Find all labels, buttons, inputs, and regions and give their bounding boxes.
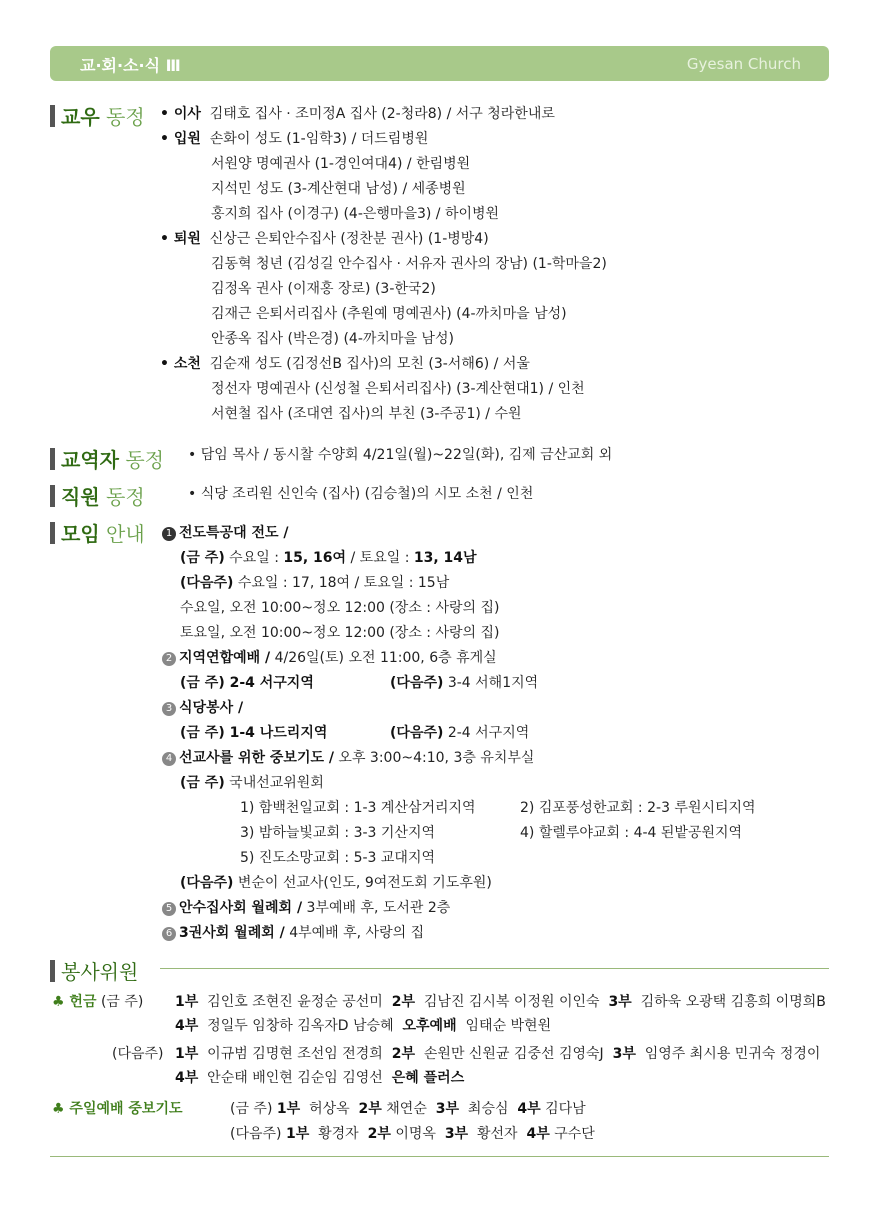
meeting-4-current: (금 주) 국내선교위원회 <box>180 775 324 791</box>
offering-next-row-2: 4부 안순태 배인현 김순임 김영선 은혜 플러스 <box>175 1070 465 1086</box>
members-admit-1: • 입원 손화이 성도 (1-임학3) / 더드림병원 <box>160 131 429 147</box>
section-title: 교우 동정 <box>61 105 145 129</box>
members-discharge-4: 김재근 은퇴서리집사 (추원예 명예권사) (4-까치마을 남성) <box>211 306 567 322</box>
header-title: 교·회·소·식 Ⅲ <box>80 56 181 75</box>
offering-next-row-1: 1부 이규범 김명현 조선임 전경희 2부 손원만 신원균 김중선 김영숙J 3부 임영주 최시용 민귀숙 정경이 <box>175 1046 821 1062</box>
members-death-2: 정선자 명예권사 (신성철 은퇴서리집사) (3-계산현대1) / 인천 <box>211 381 585 397</box>
meeting-4-next: (다음주) 변순이 선교사(인도, 9여전도회 기도후원) <box>180 875 492 891</box>
meeting-1-time-1: 수요일, 오전 10:00~정오 12:00 (장소 : 사랑의 집) <box>180 600 500 616</box>
ministers-text: • 담임 목사 / 동시찰 수양회 4/21일(월)~22일(화), 김제 금산교회 외 <box>188 447 613 463</box>
offering-next-label: (다음주) <box>112 1046 164 1062</box>
staff-text: • 식당 조리원 신인숙 (집사) (김승철)의 시모 소천 / 인천 <box>188 486 534 502</box>
meeting-3-current: (금 주) 1-4 나드리지역 <box>180 725 328 741</box>
meeting-1-title: 1 전도특공대 전도 / <box>162 525 289 542</box>
members-discharge-2: 김동혁 청년 (김성길 안수집사 · 서유자 권사의 장남) (1-학마을2) <box>211 256 607 272</box>
members-admit-2: 서원양 명예권사 (1-경인여대4) / 한림병원 <box>211 156 471 172</box>
church-name: Gyesan Church <box>686 55 801 73</box>
meeting-2-next: (다음주) 3-4 서해1지역 <box>390 675 539 691</box>
members-move: • 이사 김태호 집사 · 조미정A 집사 (2-청라8) / 서구 청라한내로 <box>160 106 555 122</box>
meeting-2-current: (금 주) 2-4 서구지역 <box>180 675 314 691</box>
section-volunteers <box>50 956 138 985</box>
meeting-1-time-2: 토요일, 오전 10:00~정오 12:00 (장소 : 사랑의 집) <box>180 625 500 641</box>
offering-current-row-1: 1부 김인호 조현진 윤정순 공선미 2부 김남진 김시복 이정원 이인숙 3부 김하욱 오광택 김흥희 이명희B <box>175 994 826 1010</box>
section-bar <box>50 105 55 127</box>
meeting-6-title: 6 3권사회 월례회 / 4부예배 후, 사랑의 집 <box>162 925 424 942</box>
section-bar <box>50 522 55 544</box>
prayer-next-row: (다음주) 1부 황경자 2부 이명옥 3부 황선자 4부 구수단 <box>230 1126 595 1142</box>
section-title: 모임 안내 <box>61 522 145 546</box>
section-ministers <box>50 444 164 473</box>
members-discharge-5: 안종옥 집사 (박은경) (4-까치마을 남성) <box>211 331 454 347</box>
footer-divider <box>50 1156 829 1157</box>
meeting-4-church-3: 3) 밤하늘빛교회 : 3-3 기산지역 <box>240 825 435 841</box>
meeting-1-next: (다음주) 수요일 : 17, 18여 / 토요일 : 15남 <box>180 575 450 591</box>
meeting-3-next: (다음주) 2-4 서구지역 <box>390 725 530 741</box>
meeting-4-church-1: 1) 함백천일교회 : 1-3 계산삼거리지역 <box>240 800 476 816</box>
members-death-3: 서현철 집사 (조대연 집사)의 부친 (3-주공1) / 수원 <box>211 406 522 422</box>
page-header <box>50 46 829 81</box>
prayer-label: ♣ 주일예배 중보기도 <box>52 1101 183 1117</box>
members-admit-3: 지석민 성도 (3-계산현대 남성) / 세종병원 <box>211 181 466 197</box>
section-members <box>50 101 145 130</box>
meeting-3-title: 3 식당봉사 / <box>162 700 243 717</box>
section-title: 봉사위원 <box>61 960 139 984</box>
section-bar <box>50 448 55 470</box>
section-meetings <box>50 518 145 547</box>
offering-current-row-2: 4부 정일두 임창하 김옥자D 남승혜 오후예배 임태순 박현원 <box>175 1018 552 1034</box>
meeting-2-title: 2 지역연합예배 / 4/26일(토) 오전 11:00, 6층 휴게실 <box>162 650 497 667</box>
members-discharge-3: 김정옥 권사 (이재홍 장로) (3-한국2) <box>211 281 436 297</box>
meeting-5-title: 5 안수집사회 월례회 / 3부예배 후, 도서관 2층 <box>162 900 450 917</box>
section-staff <box>50 481 145 510</box>
section-bar <box>50 960 55 982</box>
section-title: 직원 동정 <box>61 485 145 509</box>
section-title: 교역자 동정 <box>61 448 164 472</box>
meeting-1-current: (금 주) 수요일 : 15, 16여 / 토요일 : 13, 14남 <box>180 550 477 566</box>
offering-label: ♣ 헌금 (금 주) <box>52 994 144 1010</box>
meeting-4-title: 4 선교사를 위한 중보기도 / 오후 3:00~4:10, 3층 유치부실 <box>162 750 534 767</box>
meeting-4-church-5: 5) 진도소망교회 : 5-3 교대지역 <box>240 850 435 866</box>
meeting-4-church-4: 4) 할렐루야교회 : 4-4 된밭공원지역 <box>520 825 743 841</box>
section-bar <box>50 485 55 507</box>
section-divider <box>160 968 829 969</box>
prayer-current-row: (금 주) 1부 허상옥 2부 채연순 3부 최승심 4부 김다남 <box>230 1101 586 1117</box>
members-discharge-1: • 퇴원 신상근 은퇴안수집사 (정찬분 권사) (1-병방4) <box>160 231 489 247</box>
meeting-4-church-2: 2) 김포풍성한교회 : 2-3 루원시티지역 <box>520 800 756 816</box>
members-death-1: • 소천 김순재 성도 (김정선B 집사)의 모친 (3-서해6) / 서울 <box>160 356 530 372</box>
members-admit-4: 홍지희 집사 (이경구) (4-은행마을3) / 하이병원 <box>211 206 500 222</box>
